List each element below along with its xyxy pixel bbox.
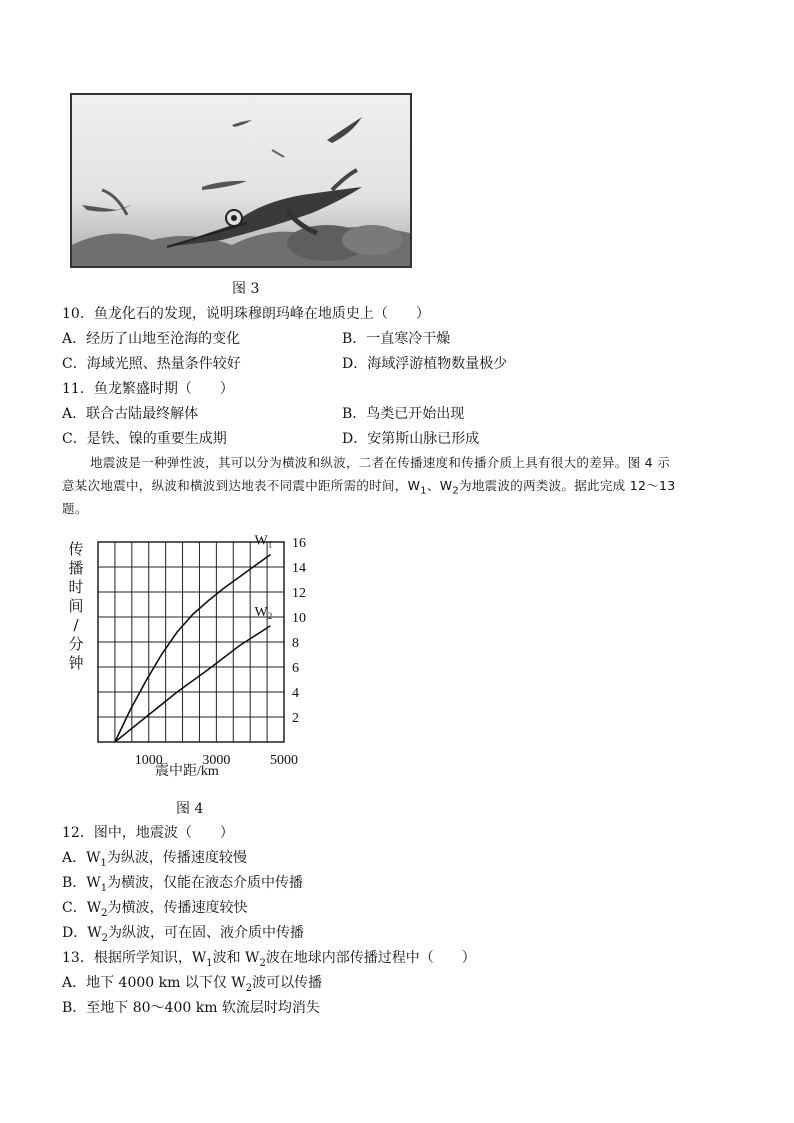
q11-option-d: D．安第斯山脉已形成: [342, 431, 480, 447]
q12-b-sub: 1: [100, 882, 108, 894]
y-axis-title-char: 间: [68, 597, 84, 615]
q11-option-a: A．联合古陆最终解体: [62, 406, 199, 422]
q12-option-c: [62, 897, 247, 919]
series-label-w1: $W_1$: [254, 533, 273, 550]
q12-option-d: [62, 922, 304, 944]
y-tick-label: 14: [292, 561, 306, 576]
y-axis-title-char: 分: [68, 635, 84, 653]
q12-a-sub: 1: [100, 857, 107, 869]
y-tick-label: 4: [292, 686, 299, 701]
x-tick-label: 1000: [134, 753, 163, 768]
q13-option-b: B．至地下 80～400 km 软流层时均消失: [62, 1000, 320, 1016]
q12-b-text: 为横波，仅能在液态介质中传播: [107, 875, 304, 891]
q11-option-b: B．鸟类已开始出现: [342, 406, 465, 422]
y-axis-title-char: /: [73, 616, 79, 634]
q12-d-prefix: D．W: [62, 925, 102, 941]
x-tick-label: 3000: [202, 753, 231, 768]
figure-4-caption: 图 4: [176, 801, 204, 817]
series-line-w1: [115, 555, 271, 743]
series-label-w2: $W_2$: [254, 604, 273, 621]
y-tick-label: 10: [292, 611, 306, 626]
q12-d-sub: 2: [101, 932, 108, 944]
q12-option-a: [62, 847, 247, 869]
question-11-stem: 11．鱼龙繁盛时期（ ）: [62, 381, 234, 397]
q13-stem-sub2: 2: [259, 957, 266, 969]
fossil-illustration: [72, 95, 410, 266]
question-10-stem: 10．鱼龙化石的发现，说明珠穆朗玛峰在地质史上（ ）: [62, 306, 430, 322]
q12-a-prefix: A．W: [62, 850, 101, 866]
intro-line-3: 题。: [62, 501, 88, 516]
q10-option-c: C．海域光照、热量条件较好: [62, 356, 241, 372]
y-axis-title-char: 播: [68, 559, 84, 577]
q13-a-prefix: A．地下 4000 km 以下仅 W: [62, 975, 246, 991]
q13-stem-b: 波在地球内部传播过程中（ ）: [265, 950, 476, 966]
q12-d-text: 为纵波，可在固、液介质中传播: [108, 925, 304, 941]
q13-stem-mid: 波和 W: [212, 950, 260, 966]
question-12-stem: 12．图中，地震波（ ）: [62, 825, 234, 841]
y-tick-label: 2: [292, 711, 299, 726]
q12-c-sub: 2: [101, 907, 108, 919]
y-tick-label: 12: [292, 586, 306, 601]
intro-paragraph: [62, 451, 722, 474]
chart-plot: [60, 522, 320, 782]
intro-line-2a: 意某次地震中，纵波和横波到达地表不同震中距所需的时间，W: [62, 478, 421, 493]
q13-stem-sub1: 1: [206, 957, 213, 969]
q12-b-prefix: B．W: [62, 875, 101, 891]
q11-option-c: C．是铁、镍的重要生成期: [62, 431, 227, 447]
q13-a-text: 波可以传播: [252, 975, 323, 991]
x-tick-label: 5000: [270, 753, 298, 768]
intro-line-2b: 为地震波的两类波。据此完成 12～13: [459, 478, 676, 493]
intro-sub-1: 1: [420, 485, 427, 497]
seismic-wave-chart: [60, 522, 320, 782]
q13-stem-a: 13．根据所学知识，W: [62, 950, 207, 966]
intro-paragraph-line-3: [62, 497, 722, 520]
q12-c-prefix: C．W: [62, 900, 102, 916]
x-axis-title: 震中距/km: [155, 764, 219, 779]
y-axis-title-char: 传: [68, 540, 84, 558]
intro-line-1: 地震波是一种弹性波，其可以分为横波和纵波，二者在传播速度和传播介质上具有很大的差异。图 4 示: [90, 455, 671, 470]
q13-a-sub: 2: [245, 982, 253, 994]
y-tick-label: 6: [292, 661, 299, 676]
y-tick-label: 16: [292, 536, 306, 551]
q10-option-b: B．一直寒冷干燥: [342, 331, 451, 347]
y-tick-label: 8: [292, 636, 299, 651]
q12-option-b: [62, 872, 303, 894]
ichthyosaur-photo: [70, 93, 412, 268]
series-line-w2: [115, 626, 271, 742]
q13-option-a: [62, 972, 322, 994]
intro-sub-2: 2: [452, 485, 460, 497]
y-axis-title-char: 钟: [68, 654, 84, 672]
intro-sep: 、W: [426, 478, 453, 493]
figure-3-caption: 图 3: [232, 281, 260, 297]
q10-option-a: A．经历了山地至沧海的变化: [62, 331, 241, 347]
question-13-stem: [62, 947, 476, 969]
y-axis-title-char: 时: [68, 578, 84, 596]
q12-a-text: 为纵波，传播速度较慢: [106, 850, 247, 866]
q12-c-text: 为横波，传播速度较快: [107, 900, 248, 916]
q10-option-d: D．海域浮游植物数量极少: [342, 356, 508, 372]
